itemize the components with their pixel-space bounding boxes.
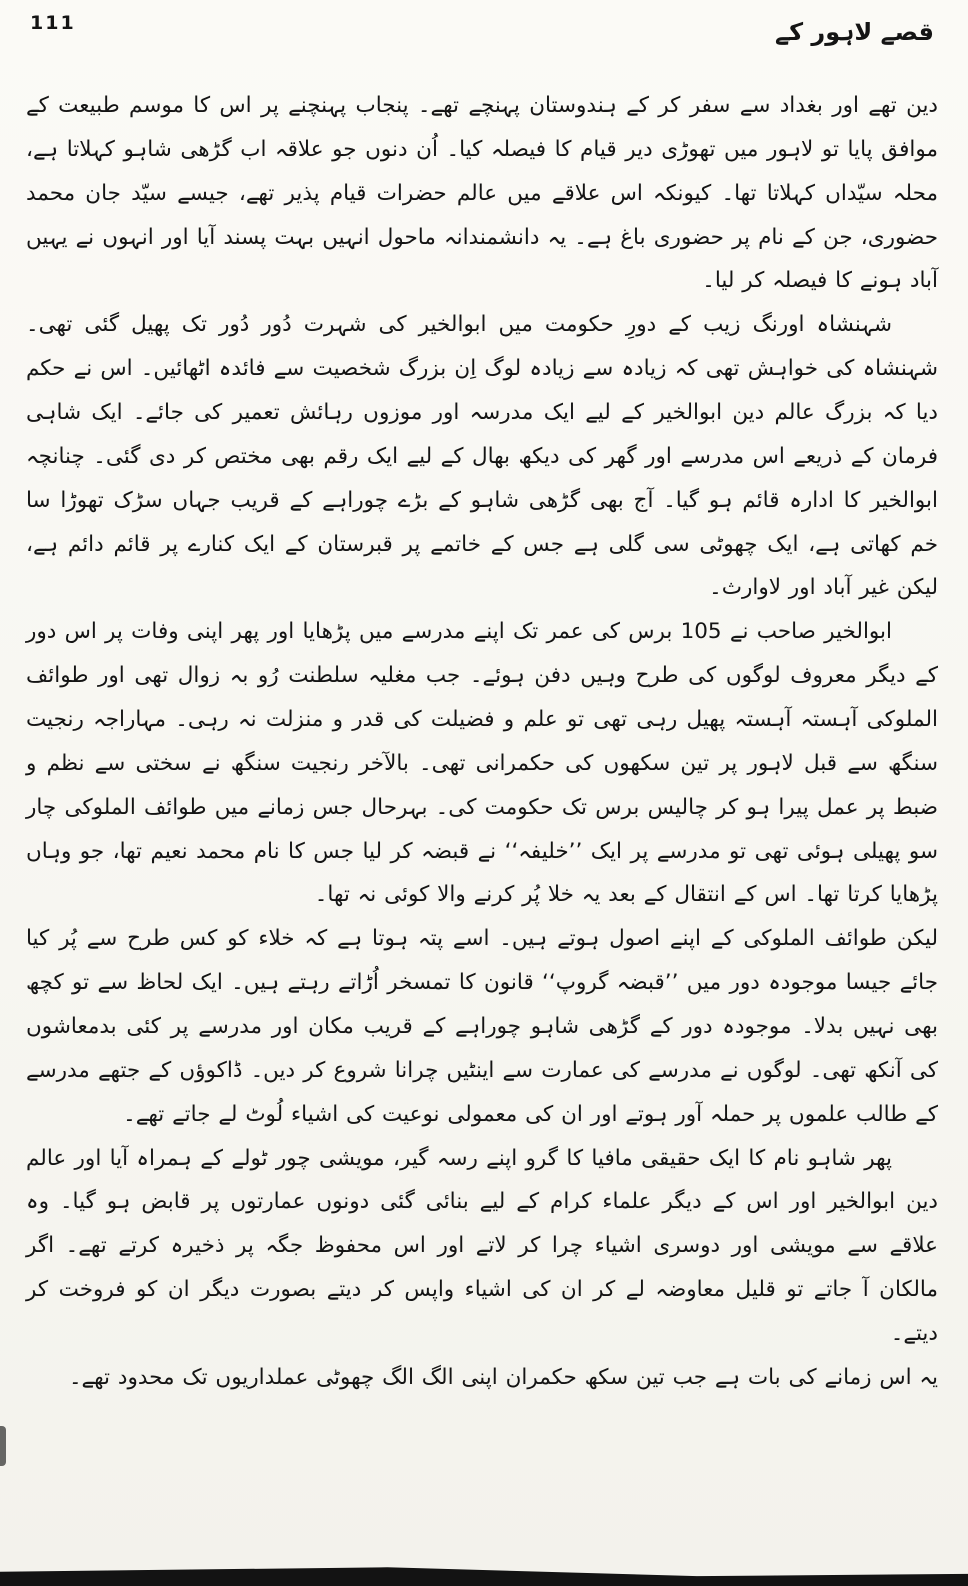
body-text [26, 84, 938, 1400]
page-number: 111 [30, 12, 76, 34]
paragraph-3: ابوالخیر صاحب نے 105 برس کی عمر تک اپنے مدرسے میں پڑھایا اور پھر اپنی وفات پر اس دور کے دیگر معروف لوگوں کی طرح وہیں دفن ہوئے۔ جب مغلیہ سلطنت رُو بہ زوال تھی اور طوائف الملوکی آہستہ آہستہ پھیل رہی تھی تو علم و فضیلت کی قدر و منزلت نہ رہی۔ مہاراجہ رنجیت سنگھ سے قبل لاہور پر تین سکھوں کی حکمرانی تھی۔ بالآخر رنجیت سنگھ نے سختی سے نظم و ضبط پر عمل پیرا ہو کر چالیس برس تک حکومت کی۔ بہرحال جس زمانے میں طوائف الملوکی چار سو پھیلی ہوئی تھی تو مدرسے پر ایک ’’خلیفہ‘‘ نے قبضہ کر لیا جس کا نام محمد نعیم تھا، جو وہاں پڑھایا کرتا تھا۔ اس کے انتقال کے بعد یہ خلا پُر کرنے والا کوئی نہ تھا۔ [26, 619, 938, 908]
paragraph-5: پھر شاہو نام کا ایک حقیقی مافیا کا گرو اپنے رسہ گیر، مویشی چور ٹولے کے ہمراہ آیا اور عالم دین ابوالخیر اور اس کے دیگر علماء کرام کے لیے بنائی گئی دونوں عمارتوں پر قابض ہو گیا۔ وہ علاقے سے مویشی اور دوسری اشیاء چرا کر لاتے اور اس محفوظ جگہ پر ذخیرہ کرتے تھے۔ اگر مالکان آ جاتے تو قلیل معاوضہ لے کر ان کی اشیاء واپس کر دیتے بصورت دیگر ان کو فروخت کر دیتے۔ [26, 1145, 938, 1347]
book-title-header: قصے لاہور کے [775, 18, 934, 46]
paragraph-4: لیکن طوائف الملوکی کے اپنے اصول ہوتے ہیں۔ اسے پتہ ہوتا ہے کہ خلاء کو کس طرح سے پُر کیا جائے جیسا موجودہ دور میں ’’قبضہ گروپ‘‘ قانون کا تمسخر اُڑاتے رہتے ہیں۔ ایک لحاظ سے تو کچھ بھی نہیں بدلا۔ موجودہ دور کے گڑھی شاہو چوراہے کے قریب مکان اور مدرسے پر کئی بدمعاشوں کی آنکھ تھی۔ لوگوں نے مدرسے کی عمارت سے اینٹیں چرانا شروع کر دیں۔ ڈاکوؤں کے جتھے مدرسے کے طالب علموں پر حملہ آور ہوتے اور ان کی معمولی نوعیت کی اشیاء لُوٹ لے جاتے تھے۔ [26, 926, 938, 1127]
paragraph-6: یہ اس زمانے کی بات ہے جب تین سکھ حکمران اپنی الگ الگ چھوٹی عملداریوں تک محدود تھے۔ [68, 1364, 938, 1390]
paragraph-2: شہنشاہ اورنگ زیب کے دورِ حکومت میں ابوالخیر کی شہرت دُور دُور تک پھیل گئی تھی۔ شہنشاہ کی خواہش تھی کہ زیادہ سے زیادہ لوگ اِن بزرگ شخصیت سے فائدہ اٹھائیں۔ اس نے حکم دیا کہ بزرگ عالم دین ابوالخیر کے لیے ایک مدرسہ اور موزوں رہائش تعمیر کی جائے۔ ایک شاہی فرمان کے ذریعے اس مدرسے اور گھر کی دیکھ بھال کے لیے ایک رقم بھی مختص کر دی گئی۔ چنانچہ ابوالخیر کا ادارہ قائم ہو گیا۔ آج بھی گڑھی شاہو کے بڑے چوراہے کے قریب جہاں سڑک تھوڑا سا خم کھاتی ہے، ایک چھوٹی سی گلی ہے جس کے خاتمے پر قبرستان کے ایک کنارے پر قائم دائم ہے، لیکن غیر آباد اور لاوارث۔ [26, 312, 938, 601]
scan-artifact-bottom-edge [0, 1564, 968, 1586]
page-header [0, 8, 968, 58]
scan-artifact-speck [0, 1426, 6, 1466]
paragraph-1: دین تھے اور بغداد سے سفر کر کے ہندوستان پہنچے تھے۔ پنجاب پہنچنے پر اس کا موسم طبیعت کے موافق پایا تو لاہور میں تھوڑی دیر قیام کا فیصلہ کیا۔ اُن دنوں جو علاقہ اب گڑھی شاہو کہلاتا ہے، محلہ سیّداں کہلاتا تھا۔ کیونکہ اس علاقے میں عالم حضرات قیام پذیر تھے، جیسے سیّد جان محمد حضوری، جن کے نام پر حضوری باغ ہے۔ یہ دانشمندانہ ماحول انہیں بہت پسند آیا اور انہوں نے یہیں آباد ہونے کا فیصلہ کر لیا۔ [26, 93, 938, 294]
